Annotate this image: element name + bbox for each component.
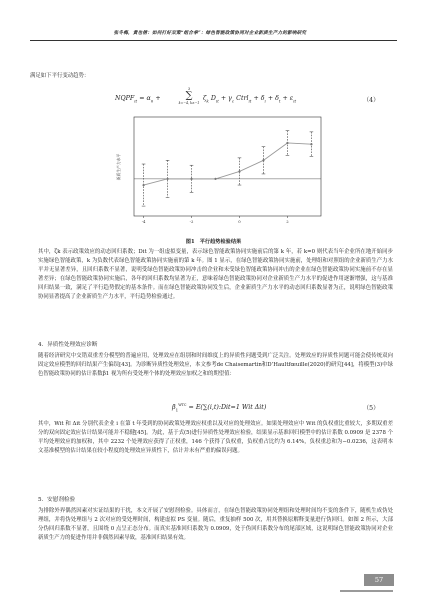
eq5-lhs: β [172, 404, 176, 412]
eq4-lhs: NQPF [115, 95, 135, 102]
eq4-sum-lower: k=−4, k≠−1 [178, 101, 200, 105]
footer-rule [340, 590, 393, 592]
eq4-delta-i-sub: i [264, 98, 266, 104]
eq4-lhs-sub: it [134, 98, 138, 104]
estimate-point [166, 178, 168, 180]
paragraph-3: 其中，Wit 和 Δit 分别代表企业 i 在第 t 年受到的协同政策处理效应权重以及对应的处理效应。如果处理效应中 Wit 的负权重比重较大，多期双重差分的双向固定效应估计结果可能并不稳健[45]。为此，基于式(5)进行异质性处理效应检验，结果显示基准回归模型中的估计系数 0.0909 是 2378 个平均处理效应的加权和，其中 2232 个处理效应获得了正权重，146 个获得了负权重，负权重占比约为 6.14%，负权重总和为−0.0236，这表明本文基准模型的估计结果在较小程度的处理效应异质性下，估计并未有严重的偏误问题。 [38, 421, 393, 454]
estimate-point [214, 178, 216, 180]
estimate-point [238, 170, 240, 172]
paragraph-4: 为排除外界偶然因素对实证结果的干扰，本文开展了安慰剂检验。具体而言，在绿色智能政策协同处理组和处理时间均不变的条件下，随机生成伪处理组，并将伪处理组与 2 次对应的受处理时间，构建虚拟 PS 变量。随后，重复抽样 500 次，用其替换原解释变量进行伪回归。如图 2 所示，大部分伪回归系数不显著，且围绕 0 点呈正态分布。而真实基准回归系数为 0.0909，处于伪回归系数分布的尾部区域，这说明绿色智能政策协同对企业新质生产力的促进作用并非偶然因素导致，基准回归结果有效。 [38, 508, 393, 541]
eq4-ctrl: Ctrl [236, 95, 249, 102]
eq4-delta-t-sub: t [278, 98, 281, 104]
eq4-ctrl-sub: it [248, 98, 252, 104]
eq4-gamma: + γ [220, 95, 232, 102]
estimate-point [286, 142, 288, 144]
eq5-lhs-sub: 1 [175, 407, 179, 413]
page-number: 57 [364, 574, 394, 586]
section-heading-4: 4．异质性处理效应诊断 [38, 342, 98, 348]
eq4-sum [176, 87, 202, 105]
figure-caption: 图1 平行趋势检验结果 [185, 239, 242, 245]
equation-4-rest [203, 95, 296, 103]
eq4-alpha-sub: 0 [150, 98, 154, 104]
header-rule [30, 40, 397, 41]
eq4-zeta: ζ [203, 95, 207, 102]
eq4-sum-upper: 3 [187, 87, 191, 91]
running-header: 张冬梅，黄也倩：如何打好双策“组合拳”：绿色智能政策协同对企业新质生产力的影响研究 [113, 31, 307, 36]
y-axis-title: 新质生产力水平 [116, 153, 121, 181]
eq4-eps: + ε [282, 95, 294, 102]
eq5-body: = E(∑(i,t):Dit=1 Wit Δit) [188, 404, 267, 412]
eq4-d-sub: it [215, 98, 219, 104]
equation-4 [115, 95, 161, 103]
eq4-sum-symbol: ∑ [185, 90, 193, 101]
equation-4-number: （4） [363, 97, 380, 104]
estimate-point [310, 143, 312, 145]
plot-frame [134, 117, 321, 216]
eq4-equals: = [139, 95, 145, 102]
intro-line: 满足如下平行变动趋势： [30, 73, 90, 79]
estimate-point [262, 159, 264, 161]
eq4-alpha: α [146, 95, 151, 102]
eq4-gamma-sub: c [231, 98, 235, 104]
eq4-zeta-sub: k [206, 98, 209, 104]
equation-5 [172, 403, 266, 412]
x-tick-label: 2 [286, 219, 289, 224]
paragraph-2: 随着经济研究中交错双重差分模型的普遍应用，处理效应在组别和时间维度上的异质性问题受到广泛关注。处理效应的异质性问题可能会使传统双向固定效应模型的回归结果产生偏误[43]。为诊断异质性处理效应，本文参考de Chaisemartin和D’Haultfœuille(2020)的研究[44]，将模型(3)中绿色智能政策协同的估计系数β1 视为所有受处理个体的处理效应加权之和的期望值： [38, 353, 393, 377]
section-heading-5: 5．安慰剂检验 [38, 497, 76, 503]
eq4-d: D [210, 95, 216, 102]
eq4-plus: + [155, 95, 161, 102]
eq4-delta-i: + δ [253, 95, 265, 102]
x-tick-label: 0 [238, 219, 241, 224]
eq4-eps-sub: it [293, 98, 297, 104]
equation-5-number: （5） [363, 405, 380, 412]
x-tick-label: -2 [189, 219, 194, 224]
x-tick-label: -4 [141, 219, 146, 224]
estimate-point [142, 184, 144, 186]
estimate-point [190, 178, 192, 180]
eq4-delta-t: + δ [267, 95, 279, 102]
eq5-lhs-sup: WTC [178, 403, 187, 407]
paragraph-1: 其中，ζk 表示政策效应的动态回归系数；Dit 为一组虚拟变量，表示绿色智能政策协同实施前后的第 k 年，若 k=0 则代表当年企业所在地开始同步实施绿色智能政策，k 为负数代表绿色智能政策协同实施前的第 k 年。图 1 显示，在绿色智能政策协同实施前，处理组和对照组的企业新质生产力水平并无显著差异，且回归系数不显著，说明受绿色智能政策协同冲击的企业和未受绿色智能政策协同冲击的企业在绿色智能政策协同实施前不存在显著差异；在绿色智能政策协同实施后，各年的回归系数均显著为正，意味着绿色智能政策协同对企业新质生产力水平的促进作用逐渐增强，这与基准回归结果一致，满足了平行趋势假定的基本条件。而在绿色智能政策协同发生后，企业新质生产力水平的动态回归系数显著为正，说明绿色智能政策协同显著提高了企业新质生产力水平，平行趋势检验通过。 [38, 249, 393, 300]
parallel-trend-chart [112, 112, 326, 231]
